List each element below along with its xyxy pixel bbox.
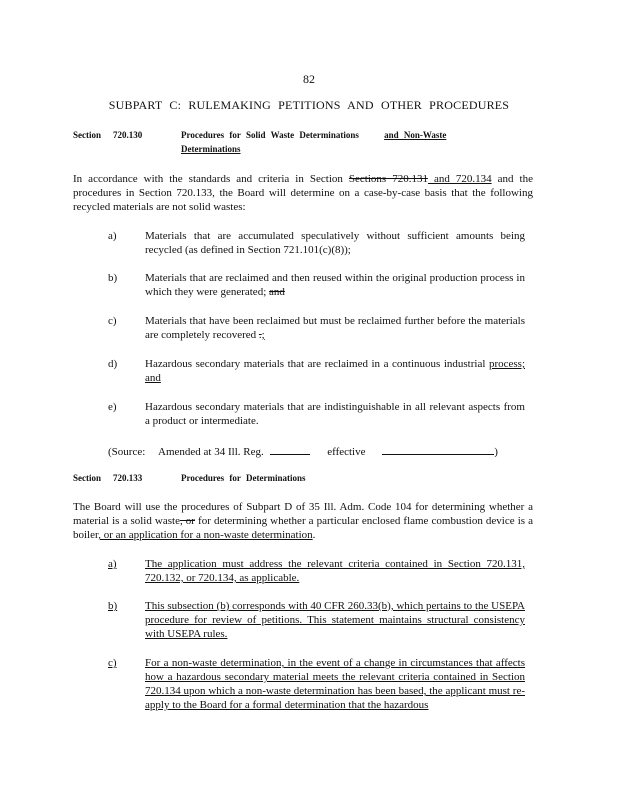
list-item-a: a) Materials that are accumulated speculatively without sufficient amounts being recycled (as defined in Section 721.101(c)(8));: [108, 230, 525, 256]
section-heading-720-130: [73, 130, 533, 156]
section-title-line2: Determinations: [181, 144, 241, 154]
list-item-2a: a) The application must address the relevant criteria contained in Section 720.131, 720.132, or 720.134, as applicable.: [108, 558, 525, 584]
list-item-2b: b) This subsection (b) corresponds with 40 CFR 260.33(b), which pertains to the USEPA procedure for review of petitions. This statement maintains structural consistency with USEPA rules.: [108, 600, 525, 640]
section-number: 720.130: [113, 130, 143, 140]
page-number: 82: [303, 72, 315, 86]
blank-reg-line: [270, 443, 310, 455]
list-item-e: e) Hazardous secondary materials that are indistinguishable in all relevant aspects from a product or intermediate.: [108, 401, 525, 427]
section-title: Procedures for Solid Waste Determinations and Non-Waste: [181, 130, 447, 140]
source-note: (Source: Amended at 34 Ill. Reg. effective ): [108, 443, 528, 459]
procedures-paragraph: The Board will use the procedures of Subpart D of 35 Ill. Adm. Code 104 for determining whether a material is a solid waste, or for determining whether a particular enclosed flame combustion device is a boiler, or an application for a non-waste determination.: [73, 501, 533, 541]
section-heading-720-133: Section 720.133 Procedures for Determinations: [73, 473, 306, 483]
intro-paragraph: In accordance with the standards and criteria in Section Sections 720.131 and 720.134 and the procedures in Section 720.133, the Board will determine on a case-by-case basis that the following recycled materials are not solid wastes:: [73, 173, 533, 213]
section-label: Section: [73, 130, 101, 140]
blank-effective-line: [382, 443, 494, 455]
list-item-2c: c) For a non-waste determination, in the event of a change in circumstances that affects how a hazardous secondary material meets the relevant criteria contained in Section 720.134 upon which a non-waste determination has been based, the applicant must re-apply to the Board for a formal determination that the hazardous: [108, 657, 525, 711]
list-item-d: d) Hazardous secondary materials that are reclaimed in a continuous industrial process; and: [108, 358, 525, 384]
list-item-c: c) Materials that have been reclaimed but must be reclaimed further before the materials are completely recovered .;: [108, 315, 525, 341]
subpart-title: SUBPART C: RULEMAKING PETITIONS AND OTHER PROCEDURES: [108, 98, 510, 112]
list-item-b: b) Materials that are reclaimed and then reused within the original production process in which they were generated; and: [108, 272, 525, 298]
